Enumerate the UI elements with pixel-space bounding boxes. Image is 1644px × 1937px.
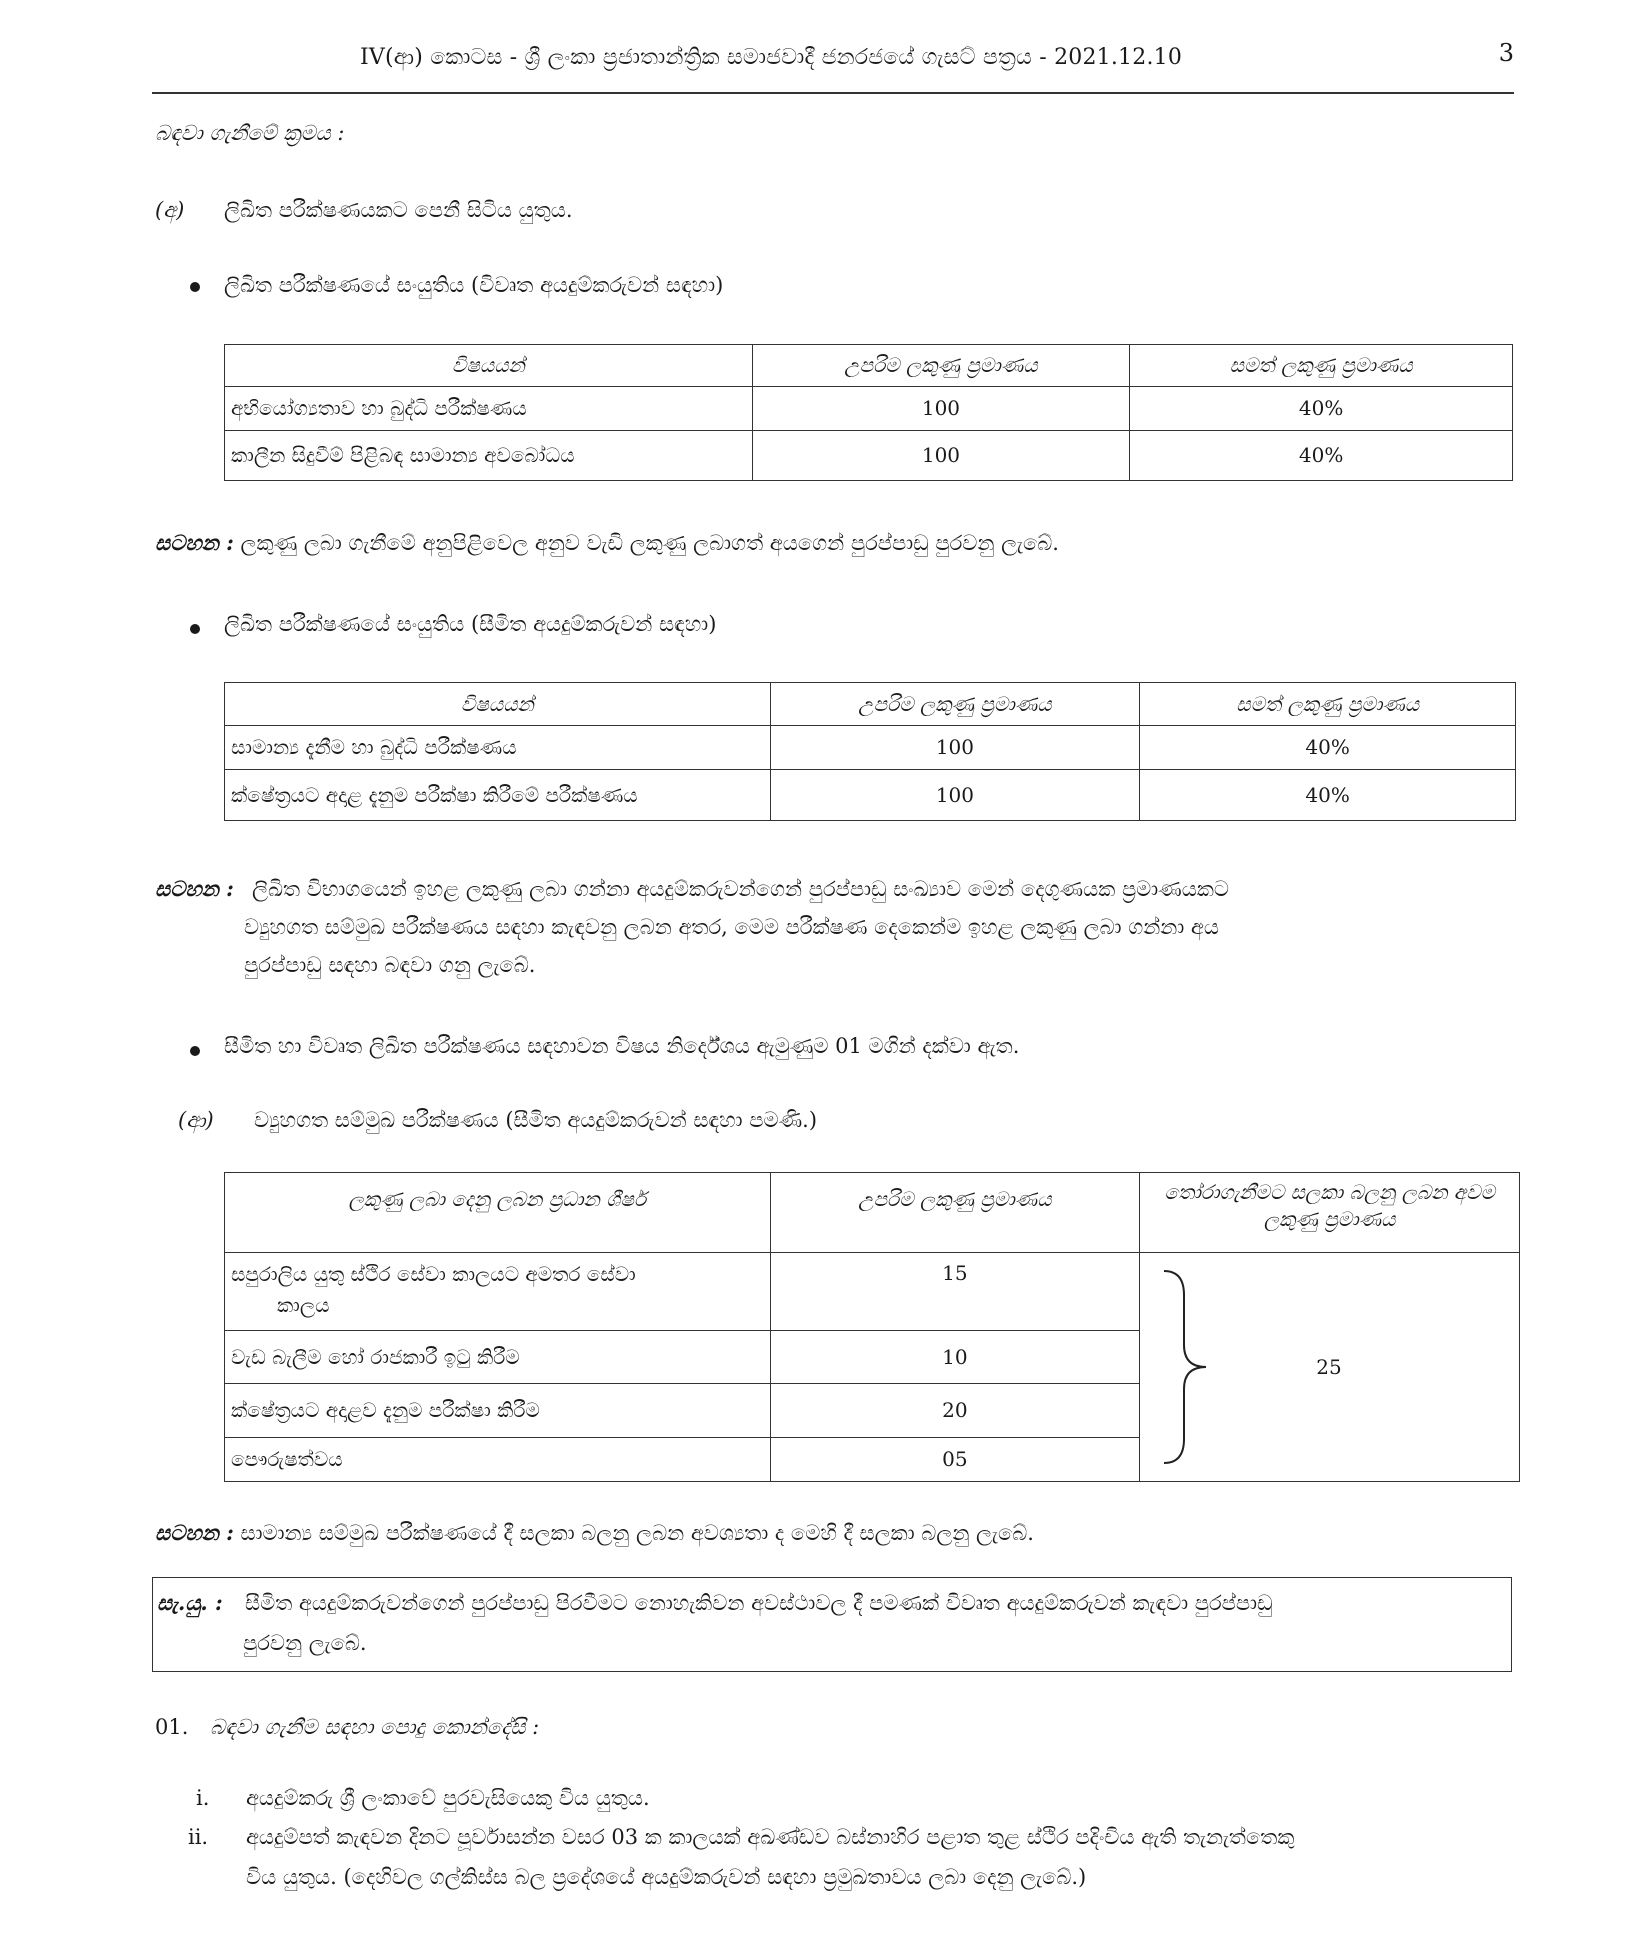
section-01-number: 01. (155, 1715, 189, 1739)
criteria-line-1: සපුරාලිය යුතු ස්ථිර සේවා කාලයට අමතර සේවා (231, 1262, 636, 1286)
boxed-note (152, 1577, 1512, 1672)
page-number: 3 (1498, 39, 1514, 67)
column-header-subjects: විෂයයන් (225, 345, 753, 387)
max-marks-cell: 20 (770, 1384, 1140, 1438)
bullet-open-composition: ලිඛිත පරීක්ෂණයේ සංයුතිය (විවෘත අයදුම්කරුවන් සඳහා) (224, 273, 724, 297)
max-marks-cell: 100 (770, 726, 1140, 770)
note-text: සාමාන්‍ය සම්මුඛ පරීක්ෂණයේ දී සලකා බලනු ලබන අවශ්‍යතා ද මෙහි දී සලකා බලනු ලැබේ. (240, 1521, 1034, 1545)
note-2-line-1: ලිඛිත විභාගයෙන් ඉහළ ලකුණු ලබා ගන්නා අයදුම්කරුවන්ගෙන් පුරප්පාඩු සංඛ්‍යාව මෙන් දෙගුණයක ප්‍රමාණයකට (252, 877, 1230, 901)
condition-marker: i. (196, 1786, 210, 1810)
table-header-row (225, 1173, 1520, 1253)
note-2-line-3: පුරප්පාඩු සඳහා බඳවා ගනු ලැබේ. (244, 953, 536, 977)
header-title: IV(ආ) කොටස - ශ්‍රී ලංකා ප්‍රජාතාන්ත්‍රික සමාජවාදී ජනරජයේ ගැසට් පත්‍රය - 2021.12.10 (360, 45, 1183, 70)
pass-marks-cell: 40% (1140, 770, 1516, 821)
boxed-note-line-1: සීමිත අයදුම්කරුවන්ගෙන් පුරප්පාඩු පිරවීමට නොහැකිවන අවස්ථාවල දී පමණක් විවෘත අයදුම්කරුවන් කැඳවා පුරප්පාඩු (245, 1591, 1273, 1615)
part-a-marker: (අ) (155, 198, 185, 222)
table-row (225, 387, 1513, 431)
max-marks-cell: 100 (752, 431, 1130, 481)
bullet-syllabus: සීමිත හා විවෘත ලිඛිත පරීක්ෂණය සඳහාවන විෂය නිර්දේශය ඇමුණුම 01 මගින් දක්වා ඇත. (224, 1034, 1020, 1058)
open-written-exam-table (224, 344, 1513, 481)
note-text: ලකුණු ලබා ගැනීමේ අනුපිළිවෙල අනුව වැඩි ලකුණු ලබාගත් අයගෙන් පුරප්පාඩු පුරවනු ලැබේ. (240, 531, 1059, 555)
bullet-dot (190, 282, 200, 292)
column-header-max-marks: උපරිම ලකුණු ප්‍රමාණය (770, 1173, 1140, 1253)
column-header-pass-marks: සමත් ලකුණු ප්‍රමාණය (1130, 345, 1513, 387)
section-01-heading: බඳවා ගැනීම සඳහා පොදු කොන්දේසි : (210, 1715, 540, 1739)
boxed-note-label: සැ.යු. : (157, 1590, 223, 1615)
note-label: සටහන : (155, 876, 234, 901)
max-marks-cell: 15 (770, 1253, 1140, 1331)
condition-text: අයදුම්කරු ශ්‍රී ලංකාවේ පුරවැසියෙකු විය යුතුය. (246, 1786, 650, 1810)
note-2-line-2: ව්‍යුහගත සම්මුඛ පරීක්ෂණය සඳහා කැඳවනු ලබන අතර, මෙම පරීක්ෂණ දෙකෙන්ම ඉහළ ලකුණු ලබා ගන්නා අය (244, 915, 1219, 939)
bullet-dot (190, 1046, 200, 1056)
column-header-max-marks: උපරිම ලකුණු ප්‍රමාණය (770, 683, 1140, 726)
part-b-text: ව්‍යුහගත සම්මුඛ පරීක්ෂණය (සීමිත අයදුම්කරුවන් සඳහා පමණි.) (254, 1108, 818, 1132)
condition-marker: ii. (188, 1825, 209, 1849)
max-marks-cell: 10 (770, 1331, 1140, 1384)
pass-marks-cell: 40% (1130, 431, 1513, 481)
subject-cell: කාලීන සිදුවීම් පිළිබඳ සාමාන්‍ය අවබෝධය (225, 431, 753, 481)
condition-text-line-2: විය යුතුය. (දෙහිවල ගල්කිස්ස බල ප්‍රදේශයේ අයදුම්කරුවන් සඳහා ප්‍රමුඛතාවය ලබා දෙනු ලැබේ.) (246, 1865, 1087, 1889)
note-3 (155, 1518, 1034, 1548)
limited-written-exam-table (224, 682, 1516, 821)
page-header (152, 34, 1514, 94)
note-label: සටහන : (155, 1520, 234, 1545)
part-a-text: ලිඛිත පරීක්ෂණයකට පෙනී සිටිය යුතුය. (224, 198, 573, 222)
pass-marks-cell: 40% (1140, 726, 1516, 770)
table-row (225, 770, 1516, 821)
condition-text-line-1: අයදුම්පත් කැඳවන දිනට පූර්වාසන්න වසර 03 ක කාලයක් අඛණ්ඩව බස්නාහිර පළාත තුළ ස්ථිර පදිංචිය ඇති තැනැත්තෙකු (246, 1825, 1295, 1849)
max-marks-cell: 100 (770, 770, 1140, 821)
subject-cell: ක්ෂේත්‍රයට අදාළ දැනුම පරීක්ෂා කිරීමේ පරීක්ෂණය (225, 770, 771, 821)
part-b-marker: (ආ) (178, 1108, 214, 1132)
column-header-pass-marks: සමත් ලකුණු ප්‍රමාණය (1140, 683, 1516, 726)
boxed-note-line-2: පුරවනු ලැබේ. (243, 1631, 367, 1655)
column-header-max-marks: උපරිම ලකුණු ප්‍රමාණය (752, 345, 1130, 387)
table-row (225, 726, 1516, 770)
note-label: සටහන : (155, 530, 234, 555)
max-marks-cell: 100 (752, 387, 1130, 431)
bullet-dot (190, 624, 200, 634)
criteria-cell: පෞරුෂත්වය (225, 1438, 771, 1482)
table-row (225, 1253, 1520, 1331)
subject-cell: සාමාන්‍ය දැනීම හා බුද්ධි පරීක්ෂණය (225, 726, 771, 770)
min-total-value: 25 (1316, 1355, 1342, 1379)
section-heading: බඳවා ගැනීමේ ක්‍රමය : (155, 121, 345, 145)
table-header-row (225, 683, 1516, 726)
column-header-subjects: විෂයයන් (225, 683, 771, 726)
criteria-cell (225, 1253, 771, 1331)
interview-marks-table (224, 1172, 1520, 1482)
table-header-row (225, 345, 1513, 387)
subject-cell: අභියෝග්‍යතාව හා බුද්ධි පරීක්ෂණය (225, 387, 753, 431)
criteria-cell: ක්ෂේත්‍රයට අදාළව දැනුම පරීක්ෂා කිරීම (225, 1384, 771, 1438)
criteria-cell: වැඩ බැලීම හෝ රාජකාරී ඉටු කිරීම (225, 1331, 771, 1384)
max-marks-cell: 05 (770, 1438, 1140, 1482)
column-header-min-marks: තෝරාගැනීමට සලකා බලනු ලබන අවම ලකුණු ප්‍රමාණය (1140, 1173, 1520, 1253)
pass-marks-cell: 40% (1130, 387, 1513, 431)
note-1 (155, 528, 1059, 558)
table-row (225, 431, 1513, 481)
min-marks-merged-cell (1140, 1253, 1520, 1482)
bullet-limited-composition: ලිඛිත පරීක්ෂණයේ සංයුතිය (සීමිත අයදුම්කරුවන් සඳහා) (224, 612, 717, 636)
column-header-criteria: ලකුණු ලබා දෙනු ලබන ප්‍රධාන ශීර්ෂ (225, 1173, 771, 1253)
criteria-line-2: කාලය (277, 1293, 330, 1317)
curly-brace-icon (1160, 1267, 1220, 1467)
